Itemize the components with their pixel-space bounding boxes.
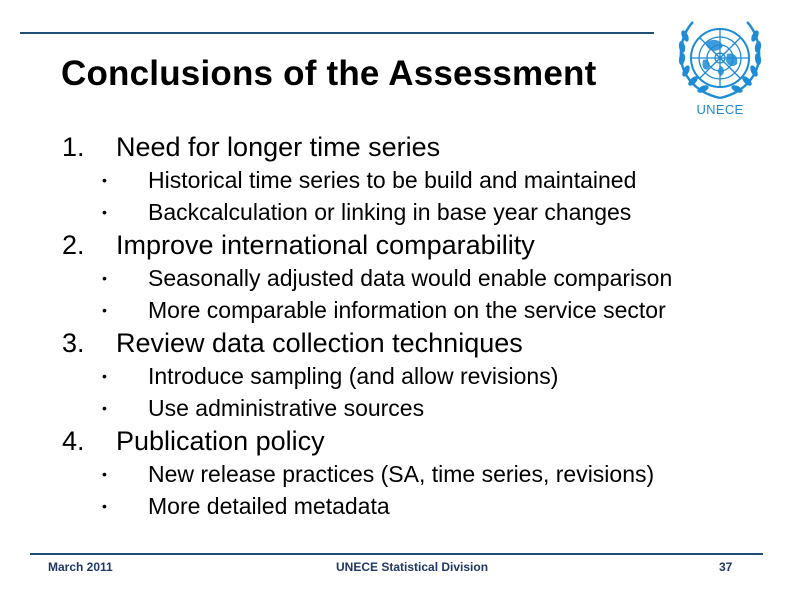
unece-logo [671, 14, 769, 126]
item-number: 4. [62, 426, 85, 456]
sub-list-item [62, 458, 782, 490]
bullet-icon: • [102, 368, 107, 384]
bullet-icon: • [102, 400, 107, 416]
list-item [62, 130, 782, 164]
item-heading: Publication policy [116, 426, 325, 456]
sub-list-item [62, 164, 782, 196]
sub-list-item [62, 360, 782, 392]
sub-item-text: Introduce sampling (and allow revisions) [148, 363, 559, 389]
footer-organization: UNECE Statistical Division [336, 560, 489, 574]
list-item [62, 424, 782, 458]
sub-list-item [62, 262, 782, 294]
conclusions-list [62, 130, 782, 522]
sub-list-item [62, 294, 782, 326]
slide-title: Conclusions of the Assessment [61, 54, 597, 93]
sub-list-item [62, 392, 782, 424]
un-emblem-icon [671, 14, 769, 104]
item-heading: Improve international comparability [116, 230, 535, 260]
item-number: 1. [62, 132, 85, 162]
bullet-icon: • [102, 172, 107, 188]
sub-item-text: Use administrative sources [148, 395, 425, 421]
bullet-icon: • [102, 498, 107, 514]
sub-item-text: Backcalculation or linking in base year changes [148, 199, 632, 225]
item-heading: Review data collection techniques [116, 328, 523, 358]
sub-list-item [62, 196, 782, 228]
sub-list-item [62, 490, 782, 522]
list-item [62, 228, 782, 262]
top-divider [20, 32, 654, 34]
bullet-icon: • [102, 270, 107, 286]
sub-item-text: More comparable information on the service sector [148, 297, 666, 323]
page-number: 37 [719, 560, 733, 574]
sub-item-text: More detailed metadata [148, 493, 390, 519]
sub-item-text: Seasonally adjusted data would enable comparison [148, 265, 673, 291]
item-number: 2. [62, 230, 85, 260]
footer-date: March 2011 [48, 560, 113, 574]
bottom-divider [30, 553, 763, 555]
sub-item-text: Historical time series to be build and maintained [148, 167, 637, 193]
bullet-icon: • [102, 466, 107, 482]
bullet-icon: • [102, 302, 107, 318]
list-item [62, 326, 782, 360]
item-heading: Need for longer time series [116, 132, 441, 162]
bullet-icon: • [102, 204, 107, 220]
item-number: 3. [62, 328, 85, 358]
logo-label: UNECE [696, 102, 744, 117]
sub-item-text: New release practices (SA, time series, revisions) [148, 461, 655, 487]
